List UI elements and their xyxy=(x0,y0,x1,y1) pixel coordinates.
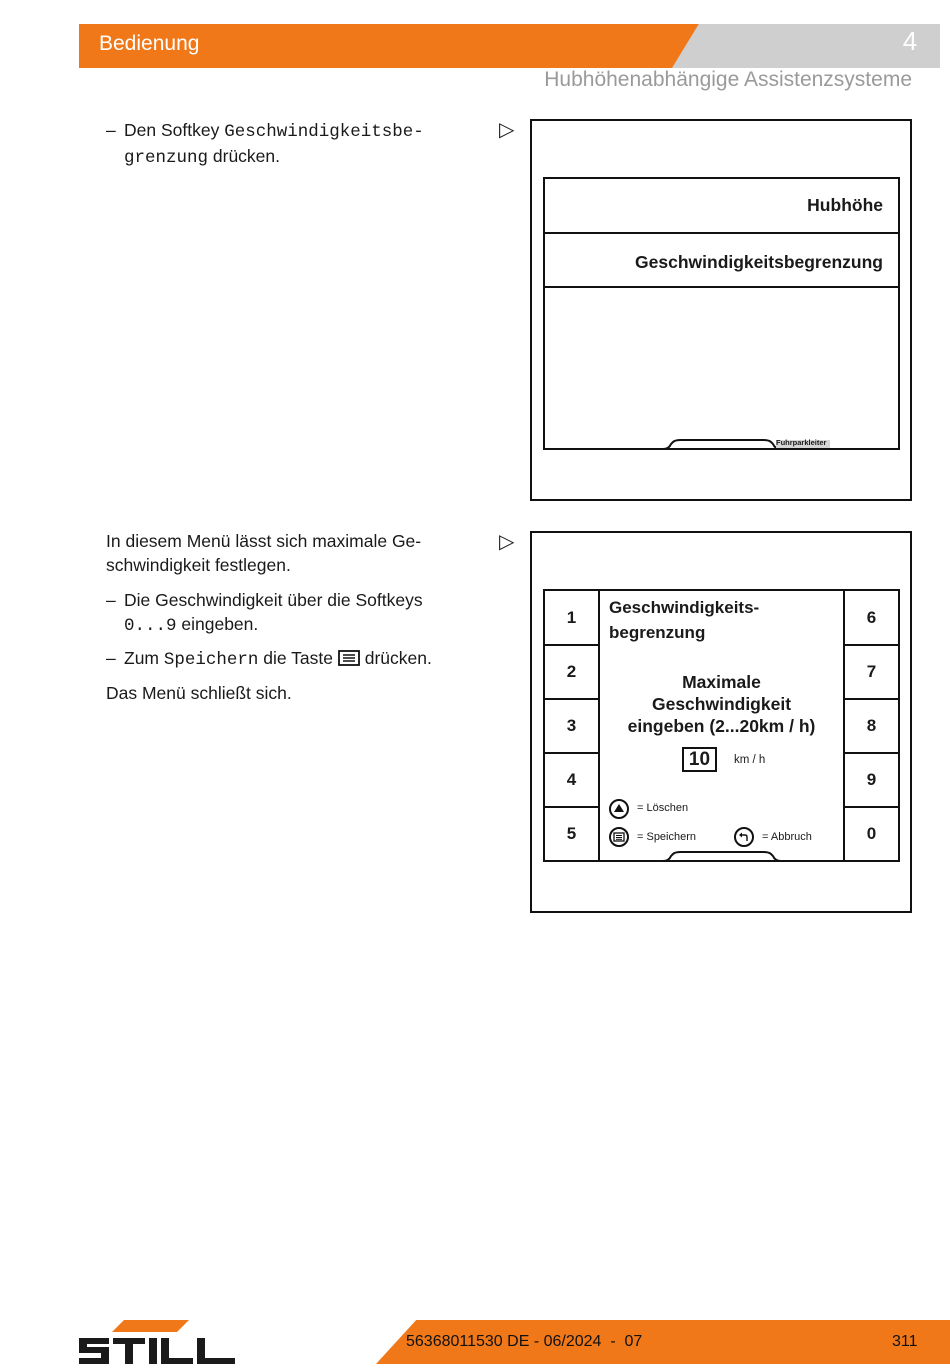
legend-delete: = Löschen xyxy=(637,802,689,814)
softkey-8[interactable]: 8 xyxy=(843,698,900,754)
figure-pointer-icon: ▷ xyxy=(499,531,515,553)
tab-fuhrparkleiter[interactable]: Fuhrparkleiter xyxy=(776,438,827,447)
softkey-4[interactable]: 4 xyxy=(543,752,600,808)
display-screen-1 xyxy=(543,177,900,450)
step2-item-2: – Zum Speichern die Taste drücken. xyxy=(106,648,432,670)
document-code: 56368011530 DE - 06/2024 - 07 xyxy=(406,1333,643,1350)
softkey-6[interactable]: 6 xyxy=(843,589,900,646)
step1-instruction: – Den Softkey Geschwindigkeitsbe- grenzung drücken. xyxy=(106,120,424,168)
legend-cancel: = Abbruch xyxy=(762,831,812,843)
menu-item-speed-limit[interactable]: Geschwindigkeitsbegrenzung xyxy=(635,252,883,272)
speed-prompt: Maximale Geschwindigkeit eingeben (2...20km / h) xyxy=(627,672,816,736)
speed-unit: km / h xyxy=(734,754,766,766)
menu-key-icon xyxy=(338,650,360,666)
softkey-9[interactable]: 9 xyxy=(843,752,900,808)
step2-item-1: – Die Geschwindigkeit über die Softkeys 0...9 eingeben. xyxy=(106,590,423,636)
figure-pointer-icon: ▷ xyxy=(499,119,515,141)
step2-intro: In diesem Menü lässt sich maximale Ge- schwindigkeit festlegen. xyxy=(106,531,422,575)
speed-input[interactable]: 10 xyxy=(682,747,717,772)
screen2-bottom-tab xyxy=(543,842,900,864)
softkey-2[interactable]: 2 xyxy=(543,644,600,700)
delete-arrow-up-icon xyxy=(609,799,629,819)
menu-item-hubhoehe[interactable]: Hubhöhe xyxy=(807,195,883,215)
softkey-range: 0...9 xyxy=(124,616,177,636)
step2-result: Das Menü schließt sich. xyxy=(106,683,292,703)
softkey-5[interactable]: 5 xyxy=(543,806,600,862)
screen1-bottom-tab xyxy=(543,430,900,452)
section-title: Bedienung xyxy=(99,32,200,55)
softkey-name-cont: grenzung xyxy=(124,148,209,168)
softkey-0[interactable]: 0 xyxy=(843,806,900,862)
chapter-number: 4 xyxy=(902,26,918,56)
softkey-name: Geschwindigkeitsbe- xyxy=(224,122,424,142)
page-number: 311 xyxy=(892,1333,918,1350)
page-subtitle: Hubhöhenabhängige Assistenzsysteme xyxy=(544,68,912,91)
softkey-speichern: Speichern xyxy=(163,650,259,670)
softkey-1[interactable]: 1 xyxy=(543,589,600,646)
screen2-title: Geschwindigkeits- begrenzung xyxy=(609,598,760,642)
softkey-7[interactable]: 7 xyxy=(843,644,900,700)
still-logo xyxy=(79,1320,237,1368)
legend-save: = Speichern xyxy=(637,831,697,843)
softkey-3[interactable]: 3 xyxy=(543,698,600,754)
